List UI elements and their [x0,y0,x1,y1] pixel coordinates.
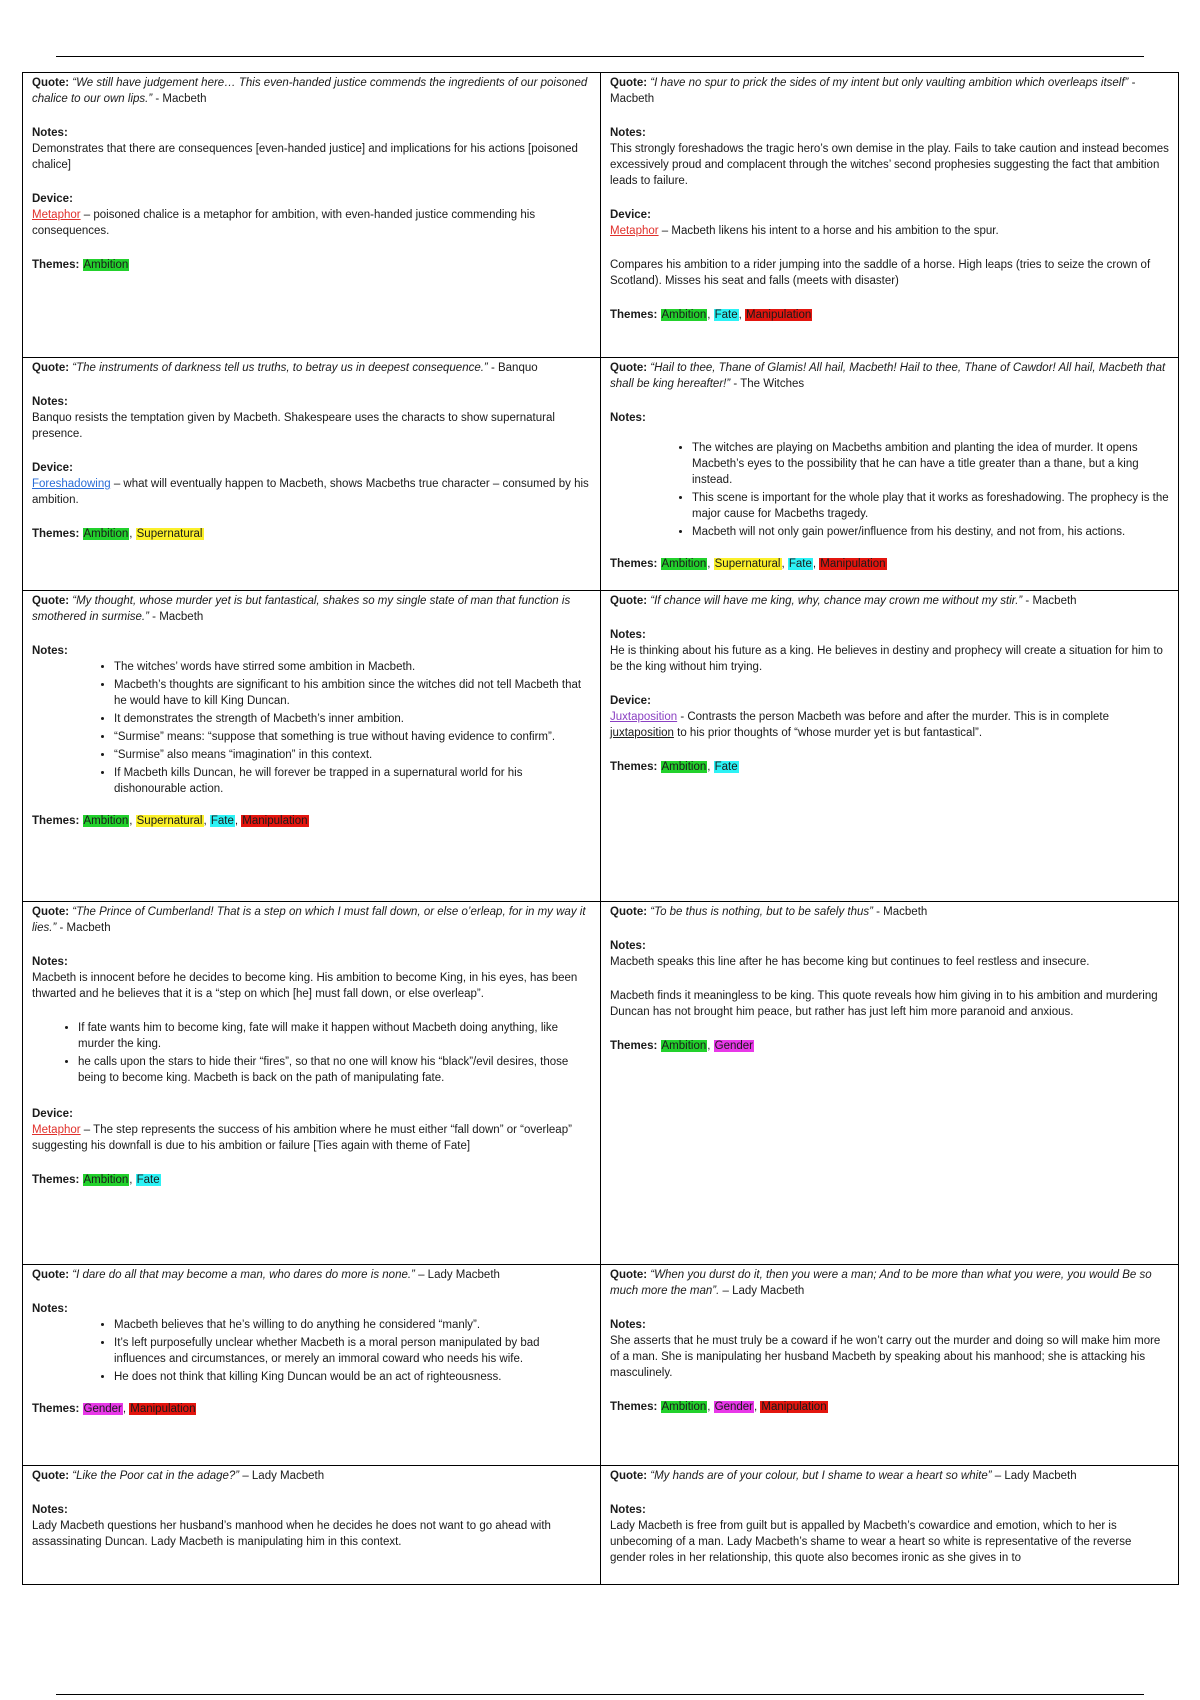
table-row [23,1466,1179,1585]
quote-text: “I have no spur to prick the sides of my intent but only vaulting ambition which overleaps itself” [650,77,1129,89]
theme-supernatural: Supernatural [136,815,203,827]
themes-label: Themes: [610,1040,658,1052]
list-item: • “Surmise” means: “suppose that something is true without having evidence to confirm”. [114,729,591,745]
quote-label: Quote: [32,906,70,918]
quote-cell [23,1466,601,1585]
themes-label: Themes: [32,1403,80,1415]
device-text [610,709,1169,741]
device-term: Metaphor [610,225,659,237]
quote-text: “To be thus is nothing, but to be safely thus” [650,906,873,918]
list-item: • If Macbeth kills Duncan, he will forever be trapped in a supernatural world for his dishonourable action. [114,765,591,797]
notes-label: Notes: [32,645,68,657]
extra-notes: Compares his ambition to a rider jumping into the saddle of a horse. High leaps (tries to seize the crown of Scotland). Misses his seat and falls (meets with disaster) [610,259,1151,287]
theme-ambition: Ambition [83,1174,129,1186]
quote-line [32,75,591,107]
quote-text: “Like the Poor cat in the adage?” [72,1470,240,1482]
device-term: Metaphor [32,209,81,221]
theme-manipulation: Manipulation [746,309,812,321]
theme-supernatural: Supernatural [714,558,781,570]
speaker: - Macbeth [610,77,1136,105]
table-row [23,902,1179,1265]
quote-cell [23,358,601,591]
notes-label: Notes: [32,956,68,968]
notes-text: Demonstrates that there are consequences [even-handed justice] and implications for his actions [poisoned chalice] [32,143,578,171]
notes-label: Notes: [610,1319,646,1331]
themes-label: Themes: [610,1401,658,1413]
list-item: • he calls upon the stars to hide their “fires”, so that no one will know his “black”/evil desires, those being to become king. Macbeth is back on the path of manipulating fate. [78,1054,591,1086]
list-item: • This scene is important for the whole play that it works as foreshadowing. The prophecy is the major cause for Macbeths tragedy. [692,490,1169,522]
notes-label: Notes: [32,396,68,408]
list-item: • “Surmise” also means “imagination” in this context. [114,747,591,763]
theme-ambition: Ambition [83,259,129,271]
device-text [32,1122,591,1154]
device-term: Metaphor [32,1124,81,1136]
quote-cell [23,591,601,902]
quote-label: Quote: [32,77,70,89]
notes-label: Notes: [610,412,646,424]
notes-label: Notes: [610,1504,646,1516]
themes-line: Themes: Ambition, Fate [610,761,738,773]
list-item: • It’s left purposefully unclear whether Macbeth is a moral person manipulated by bad influences and circumstances, or merely an immoral coward who needs his wife. [114,1335,591,1367]
quote-label: Quote: [610,906,648,918]
device-label: Device: [32,193,73,205]
theme-gender: Gender [83,1403,122,1415]
quote-label: Quote: [610,1269,648,1281]
header-rule [56,56,1144,57]
notes-text: Macbeth speaks this line after he has become king but continues to feel restless and insecure. [610,956,1090,968]
quote-text: “My thought, whose murder yet is but fantastical, shakes so my single state of man that function is smothered in surmise.” [32,595,571,623]
speaker: - Banquo [487,362,538,374]
device-term: Foreshadowing [32,478,111,490]
quote-text: “The Prince of Cumberland! That is a step on which I must fall down, or else o’erleap, for in my way it lies.” [32,906,586,934]
theme-fate: Fate [788,558,812,570]
themes-line: Themes: Ambition, Fate, Manipulation [610,309,812,321]
quote-line [32,593,591,625]
quote-line [610,904,1169,920]
theme-manipulation: Manipulation [761,1401,827,1413]
themes-line: Themes: Ambition, Supernatural, Fate, Manipulation [610,558,886,570]
list-item: • Macbeth’s thoughts are significant to his ambition since the witches did not tell Macbeth that he would have to kill King Duncan. [114,677,591,709]
themes-label: Themes: [610,558,658,570]
quote-text: “I dare do all that may become a man, who dares do more is none.” [72,1269,415,1281]
list-item: • Macbeth believes that he’s willing to do anything he considered “manly”. [114,1317,591,1333]
theme-ambition: Ambition [83,528,129,540]
device-description: – The step represents the success of his ambition where he must either “fall down” or “overleap” suggesting his downfall is due to his ambition or failure [Ties again with theme of Fate] [32,1124,572,1152]
speaker: - The Witches [730,378,805,390]
quote-cell [601,902,1179,1265]
themes-line: Themes: Ambition, Fate [32,1174,160,1186]
quote-cell [23,902,601,1265]
notes-text: This strongly foreshadows the tragic hero’s own demise in the play. Fails to take caution and instead becomes excessively proud and complacent through the witches’ second prophesies suggesting the fact that ambition leads to failure. [610,143,1169,187]
list-item: • It demonstrates the strength of Macbeth’s inner ambition. [114,711,591,727]
quote-cell [601,1265,1179,1466]
table-row [23,73,1179,358]
themes-label: Themes: [610,761,658,773]
speaker: - Macbeth [872,906,928,918]
notes-label: Notes: [32,1303,68,1315]
notes-list [32,1317,591,1385]
notes-text: She asserts that he must truly be a coward if he won’t carry out the murder and doing so will make him more of a man. She is manipulating her husband Macbeth by speaking about his manhood; she is attacking his masculinely. [610,1335,1161,1379]
theme-supernatural: Supernatural [136,528,203,540]
device-term: Juxtaposition [610,711,678,723]
quote-label: Quote: [32,595,70,607]
quote-line [610,1267,1169,1299]
device-text [610,223,1169,239]
quote-line [32,360,591,376]
quote-label: Quote: [610,362,648,374]
quote-cell [23,1265,601,1466]
notes-text: Banquo resists the temptation given by Macbeth. Shakespeare uses the characts to show supernatural presence. [32,412,555,440]
theme-ambition: Ambition [661,1040,707,1052]
quote-label: Quote: [32,362,70,374]
device-label: Device: [610,209,651,221]
notes-list [610,440,1169,540]
speaker: – Lady Macbeth [414,1269,500,1281]
table-row [23,591,1179,902]
theme-ambition: Ambition [83,815,129,827]
device-text [32,476,591,508]
themes-label: Themes: [32,259,80,271]
notes-list [32,1020,591,1086]
theme-ambition: Ambition [661,1401,707,1413]
device-underlined: juxtaposition [610,727,674,739]
quote-cell [601,1466,1179,1585]
quote-line [610,360,1169,392]
footer-rule [56,1694,1144,1695]
themes-line [32,257,591,273]
list-item: • If fate wants him to become king, fate will make it happen without Macbeth doing anything, like murder the king. [78,1020,591,1052]
list-item: • He does not think that killing King Duncan would be an act of righteousness. [114,1369,591,1385]
quote-line [610,593,1169,609]
themes-line: Themes: Gender, Manipulation [32,1403,196,1415]
notes-label: Notes: [32,1504,68,1516]
theme-ambition: Ambition [661,309,707,321]
notes-label: Notes: [610,127,646,139]
speaker: - Macbeth [148,611,204,623]
theme-fate: Fate [136,1174,160,1186]
speaker: - Macbeth [56,922,111,934]
speaker: – Lady Macbeth [239,1470,325,1482]
list-item: • The witches’ words have stirred some ambition in Macbeth. [114,659,591,675]
quote-line [32,1267,591,1283]
theme-manipulation: Manipulation [130,1403,196,1415]
device-label: Device: [32,462,73,474]
theme-gender: Gender [714,1040,753,1052]
theme-manipulation: Manipulation [820,558,886,570]
theme-fate: Fate [714,761,738,773]
device-description: – Macbeth likens his intent to a horse and his ambition to the spur. [658,225,999,237]
quote-label: Quote: [32,1269,70,1281]
theme-ambition: Ambition [661,761,707,773]
device-description: to his prior thoughts of “whose murder yet is but fantastical”. [673,727,983,739]
speaker: - Macbeth [1022,595,1077,607]
themes-line: Themes: Ambition, Gender, Manipulation [610,1401,827,1413]
theme-fate: Fate [210,815,234,827]
quote-text: “When you durst do it, then you were a man; And to be more than what you were, you would Be so much more the man”. [610,1269,1152,1297]
quote-label: Quote: [32,1470,70,1482]
device-label: Device: [32,1108,73,1120]
themes-label: Themes: [32,815,80,827]
device-description: – what will eventually happen to Macbeth, shows Macbeths true character – consumed by his ambition. [32,478,589,506]
notes-list [32,659,591,797]
quote-text: “Hail to thee, Thane of Glamis! All hail, Macbeth! Hail to thee, Thane of Cawdor! All hail, Macbeth that shall be king hereafter!” [610,362,1166,390]
quote-table [22,72,1179,1585]
quote-cell [601,591,1179,902]
quote-line [32,904,591,936]
theme-ambition: Ambition [661,558,707,570]
notes-text: Lady Macbeth is free from guilt but is appalled by Macbeth’s cowardice and emotion, which to her is unbecoming of a man. Lady Macbeth’s shame to wear a heart so white is representative of the reverse gender roles in her relationship, this quote also becomes ironic as she gives in to [610,1520,1132,1564]
device-description: - Contrasts the person Macbeth was before and after the murder. This is in complete [677,711,1110,723]
notes-label: Notes: [610,940,646,952]
themes-line: Themes: Ambition, Supernatural [32,528,203,540]
quote-label: Quote: [610,595,648,607]
themes-label: Themes: [32,528,80,540]
quote-label: Quote: [610,77,648,89]
theme-gender: Gender [714,1401,753,1413]
quote-text: “The instruments of darkness tell us truths, to betray us in deepest consequence.” [72,362,488,374]
table-row [23,1265,1179,1466]
device-description: – poisoned chalice is a metaphor for ambition, with even-handed justice commending his consequences. [32,209,536,237]
quote-text: “We still have judgement here… This even-handed justice commends the ingredients of our poisoned chalice to our own lips.” [32,77,588,105]
quote-line [32,1468,591,1484]
themes-line: Themes: Ambition, Gender [610,1040,753,1052]
extra-notes: Macbeth finds it meaningless to be king. This quote reveals how him giving in to his ambition and murdering Duncan has not brought him peace, but rather has just left him more paranoid and anxious. [610,990,1158,1018]
theme-manipulation: Manipulation [242,815,308,827]
speaker: – Lady Macbeth [991,1470,1077,1482]
quote-cell [23,73,601,358]
speaker: - Macbeth [152,93,207,105]
theme-fate: Fate [714,309,738,321]
quote-line [610,1468,1169,1484]
notes-label: Notes: [610,629,646,641]
quote-text: “My hands are of your colour, but I shame to wear a heart so white” [650,1470,992,1482]
themes-label: Themes: [610,309,658,321]
notes-label: Notes: [32,127,68,139]
themes-label: Themes: [32,1174,80,1186]
quote-text: “If chance will have me king, why, chance may crown me without my stir.” [650,595,1023,607]
notes-text: He is thinking about his future as a king. He believes in destiny and prophecy will create a situation for him to be the king without him trying. [610,645,1163,673]
table-row [23,358,1179,591]
device-label: Device: [610,695,651,707]
quote-cell [601,358,1179,591]
notes-text: Lady Macbeth questions her husband’s manhood when he decides he does not want to go ahead with assassinating Duncan. Lady Macbeth is manipulating him in this context. [32,1520,551,1548]
quote-line [610,75,1169,107]
speaker: – Lady Macbeth [719,1285,805,1297]
device-text [32,207,591,239]
list-item: • The witches are playing on Macbeths ambition and planting the idea of murder. It opens Macbeth’s eyes to the possibility that he can have a title greater than a thane, but a king instead. [692,440,1169,488]
list-item: • Macbeth will not only gain power/influence from his destiny, and not from, his actions. [692,524,1169,540]
quote-cell [601,73,1179,358]
notes-text: Macbeth is innocent before he decides to become king. His ambition to become King, in his eyes, has been thwarted and he believes that it is a “step on which [he] must fall down, or else overleap”. [32,972,578,1000]
themes-line: Themes: Ambition, Supernatural, Fate, Manipulation [32,815,308,827]
quote-label: Quote: [610,1470,648,1482]
